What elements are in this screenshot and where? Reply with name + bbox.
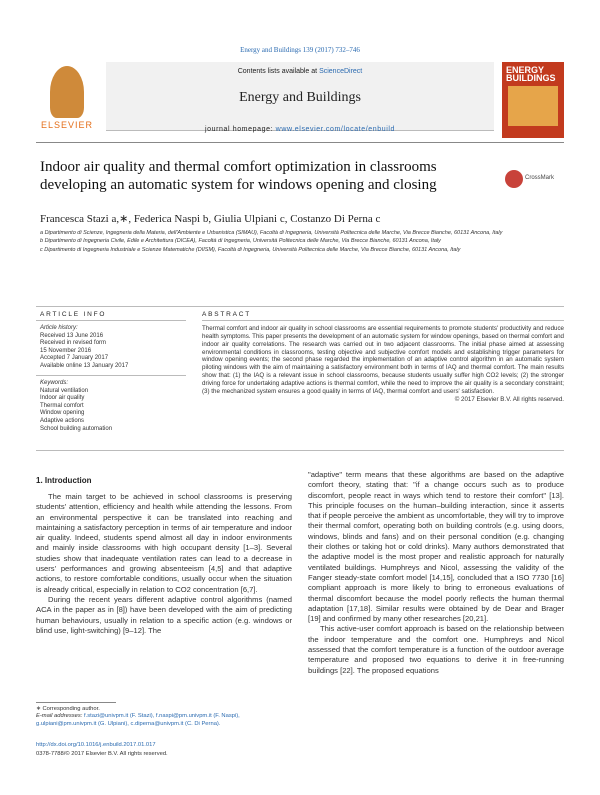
contents-line: Contents lists available at ScienceDirect (237, 68, 363, 75)
section-heading: 1. Introduction (36, 476, 92, 485)
journal-banner (106, 62, 494, 131)
email-links[interactable]: f.stazi@univpm.it (F. Stazi), f.naspi@pm.univpm.it (F. Naspi), g.ulpiani@pm.univpm.it (G. Ulpiani), c.diperna@univpm.it (C. Di Perna). (36, 713, 240, 727)
homepage-link[interactable]: www.elsevier.com/locate/enbuild (275, 126, 396, 133)
body-column-left (36, 492, 292, 636)
abstract-heading: ABSTRACT (202, 311, 252, 318)
keywords-label: Keywords: (40, 380, 69, 386)
author-list: Francesca Stazi a,∗, Federica Naspi b, Giulia Ulpiani c, Costanzo Di Perna c (40, 213, 381, 225)
keywords (40, 380, 190, 433)
cover-picture (508, 86, 558, 126)
issn-copyright: 0378-7788/© 2017 Elsevier B.V. All rights reserved. (36, 751, 168, 757)
journal-name: Energy and Buildings (239, 90, 361, 105)
elsevier-tree-icon (50, 66, 84, 118)
keyword: Natural ventilation (40, 387, 89, 394)
keyword: Window opening (40, 410, 85, 417)
divider (36, 306, 564, 307)
affiliation: b Dipartimento di Ingegneria Civile, Edile e Architettura (DICEA), Facoltà di Ingegneria, Università Politecnica delle Marche, Via Brecce Bianche, 60131 Ancona, Italy (40, 238, 441, 245)
article-info-heading: ARTICLE INFO (40, 311, 107, 318)
divider (36, 450, 564, 451)
keyword: Thermal comfort (40, 402, 84, 409)
history-line: Received in revised form (40, 340, 107, 347)
keyword: Adaptive actions (40, 417, 85, 424)
abstract-body (202, 325, 564, 403)
affiliation: c Dipartimento di Ingegneria Industriale e Scienze Matematiche (DIISM), Facoltà di Ingegneria, Università Politecnica delle Marche, Via Brecce Bianche, 60131 Ancona, Italy (40, 246, 461, 253)
email-addresses: E-mail addresses: f.stazi@univpm.it (F. Stazi), f.naspi@pm.univpm.it (F. Naspi), g.ulpiani@pm.univpm.it (G. Ulpiani), c.diperna@univpm.it (C. Di Perna). (36, 713, 240, 727)
history-line: Accepted 7 January 2017 (40, 355, 109, 362)
crossmark-icon (505, 170, 523, 188)
journal-citation[interactable]: Energy and Buildings 139 (2017) 732–746 (240, 46, 360, 54)
history-line: Received 13 June 2016 (40, 332, 104, 339)
footnotes (36, 706, 296, 728)
history-line: 15 November 2016 (40, 347, 92, 354)
affiliations (40, 230, 560, 255)
keyword: School building automation (40, 425, 113, 432)
article-title: Indoor air quality and thermal comfort optimization in classrooms developing an automatic system for windows opening and closing (40, 159, 437, 193)
journal-homepage: journal homepage: www.elsevier.com/locate/enbuild (204, 126, 396, 133)
publisher-name: ELSEVIER (40, 120, 94, 130)
sciencedirect-link[interactable]: ScienceDirect (319, 68, 363, 75)
doi-link[interactable]: http://dx.doi.org/10.1016/j.enbuild.2017.01.017 (36, 742, 156, 748)
elsevier-logo (36, 62, 98, 138)
paragraph: During the recent years different adaptive control algorithms (named ACA in the paper as in [8]) have been developed with the aim of predicting human behaviours, usually in relation to a specific action (e.g. windows or blind use, light-switching) [9–12]. The (36, 594, 292, 635)
abstract-text: Thermal comfort and indoor air quality in school classrooms are essential requirements to promote students' productivity and reduce health symptoms. This paper presents the development of an automatic system for window openings, based on thermal comfort and indoor air quality correlations. The research was carried out in two adjacent classrooms. The initial phase aimed at assessing environmental conditions in classrooms, testing objective and subjective comfort models and establishing trigger parameters for window opening events; the second phase regarded the implementation of an adaptive control algorithm in an automatic system piloting windows with the aim of maintaining a satisfactory environment both in terms of IAQ and thermal comfort. The main results show that: (1) the IAQ is a relevant issue in school classrooms, because students usually suffer high CO2 levels; (2) the stronger driving force for undertaking adaptive actions is thermal comfort, while the need to improve the air quality is a secondary constraint; (3) the mechanized system ensures a good quality in terms of IAQ, thermal comfort and users' satisfaction. (202, 325, 564, 395)
footnote-divider (36, 702, 116, 703)
journal-header (36, 62, 564, 140)
crossmark-label: CrossMark (525, 175, 555, 181)
history-line: Available online 13 January 2017 (40, 362, 129, 369)
body-column-right (308, 470, 564, 676)
journal-cover-image (502, 62, 564, 138)
paragraph: This active-user comfort approach is based on the relationship between the indoor temperature and the comfort one. Humphreys and Nicol assessed that the comfort temperature is a function of the outdoor average temperature and proposed two equations to derive it in free-running buildings [22]. The proposed equations (308, 624, 564, 675)
divider (36, 142, 564, 143)
article-history (40, 325, 190, 371)
abstract-copyright: © 2017 Elsevier B.V. All rights reserved. (454, 395, 564, 403)
corresponding-author-note: ∗ Corresponding author. (36, 706, 100, 712)
paragraph: "adaptive" term means that these algorithms are based on the adaptive comfort theory, stating that: "if a change occurs such as to produce discomfort, people react in ways which tend to restore their comfort" [13]. This principle focuses on the human–building interaction, since it asserts that if people perceive the ambient as uncomfortable, they will try to improve their thermal comfort, operating both on building controls (e.g. using doors, windows, blinds and fans) and on their personal condition (e.g. changing their clothes or taking hot or cold drinks). Many authors demonstrated that the adaptive model is the most proper and realistic approach for naturally ventilated buildings. Humphreys and Nicol, assessing the validity of the Fanger steady-state comfort model [14,15], concluded that a ISO 7730 [16] compliant approach is more likely to bring to erroneous evaluations of thermal discomfort because the model poorly reflects the human thermal adaptation [17,18]. Similar results were obtained by de Dear and Brager [19] and confirmed by many other researches [20,21]. (308, 470, 564, 624)
divider (36, 375, 186, 376)
divider (202, 320, 564, 321)
affiliation: a Dipartimento di Scienze, Ingegneria della Materia, dell'Ambiente e Urbanistica (SIMAU), Facoltà di Ingegneria, Università Politecnica delle Marche, Via Brecce Bianche, 60131 Ancona, Italy (40, 230, 503, 236)
keyword: Indoor air quality (40, 395, 85, 402)
crossmark-badge[interactable] (505, 170, 555, 196)
history-label: Article history: (40, 325, 78, 331)
paragraph: The main target to be achieved in school classrooms is preserving students' attention, efficiency and health while attending the lessons. From an environmental perspective it can be translated into reaching and maintaining a satisfactory perception in terms of air temperature and indoor air quality. Indeed, students spend almost all day in indoor environments and mainly inside classrooms with high occupant density [1–3]. Several studies show that inadequate ventilation rates can lead to a decrease in users' performances and growing absenteeism [4,5] and that adaptive actions, to restore comfortable conditions, usually occur when the situation is already critical, especially in relation to CO2 concentration [6,7]. (36, 492, 292, 594)
divider (36, 320, 186, 321)
cover-title: ENERGY BUILDINGS (506, 65, 556, 83)
